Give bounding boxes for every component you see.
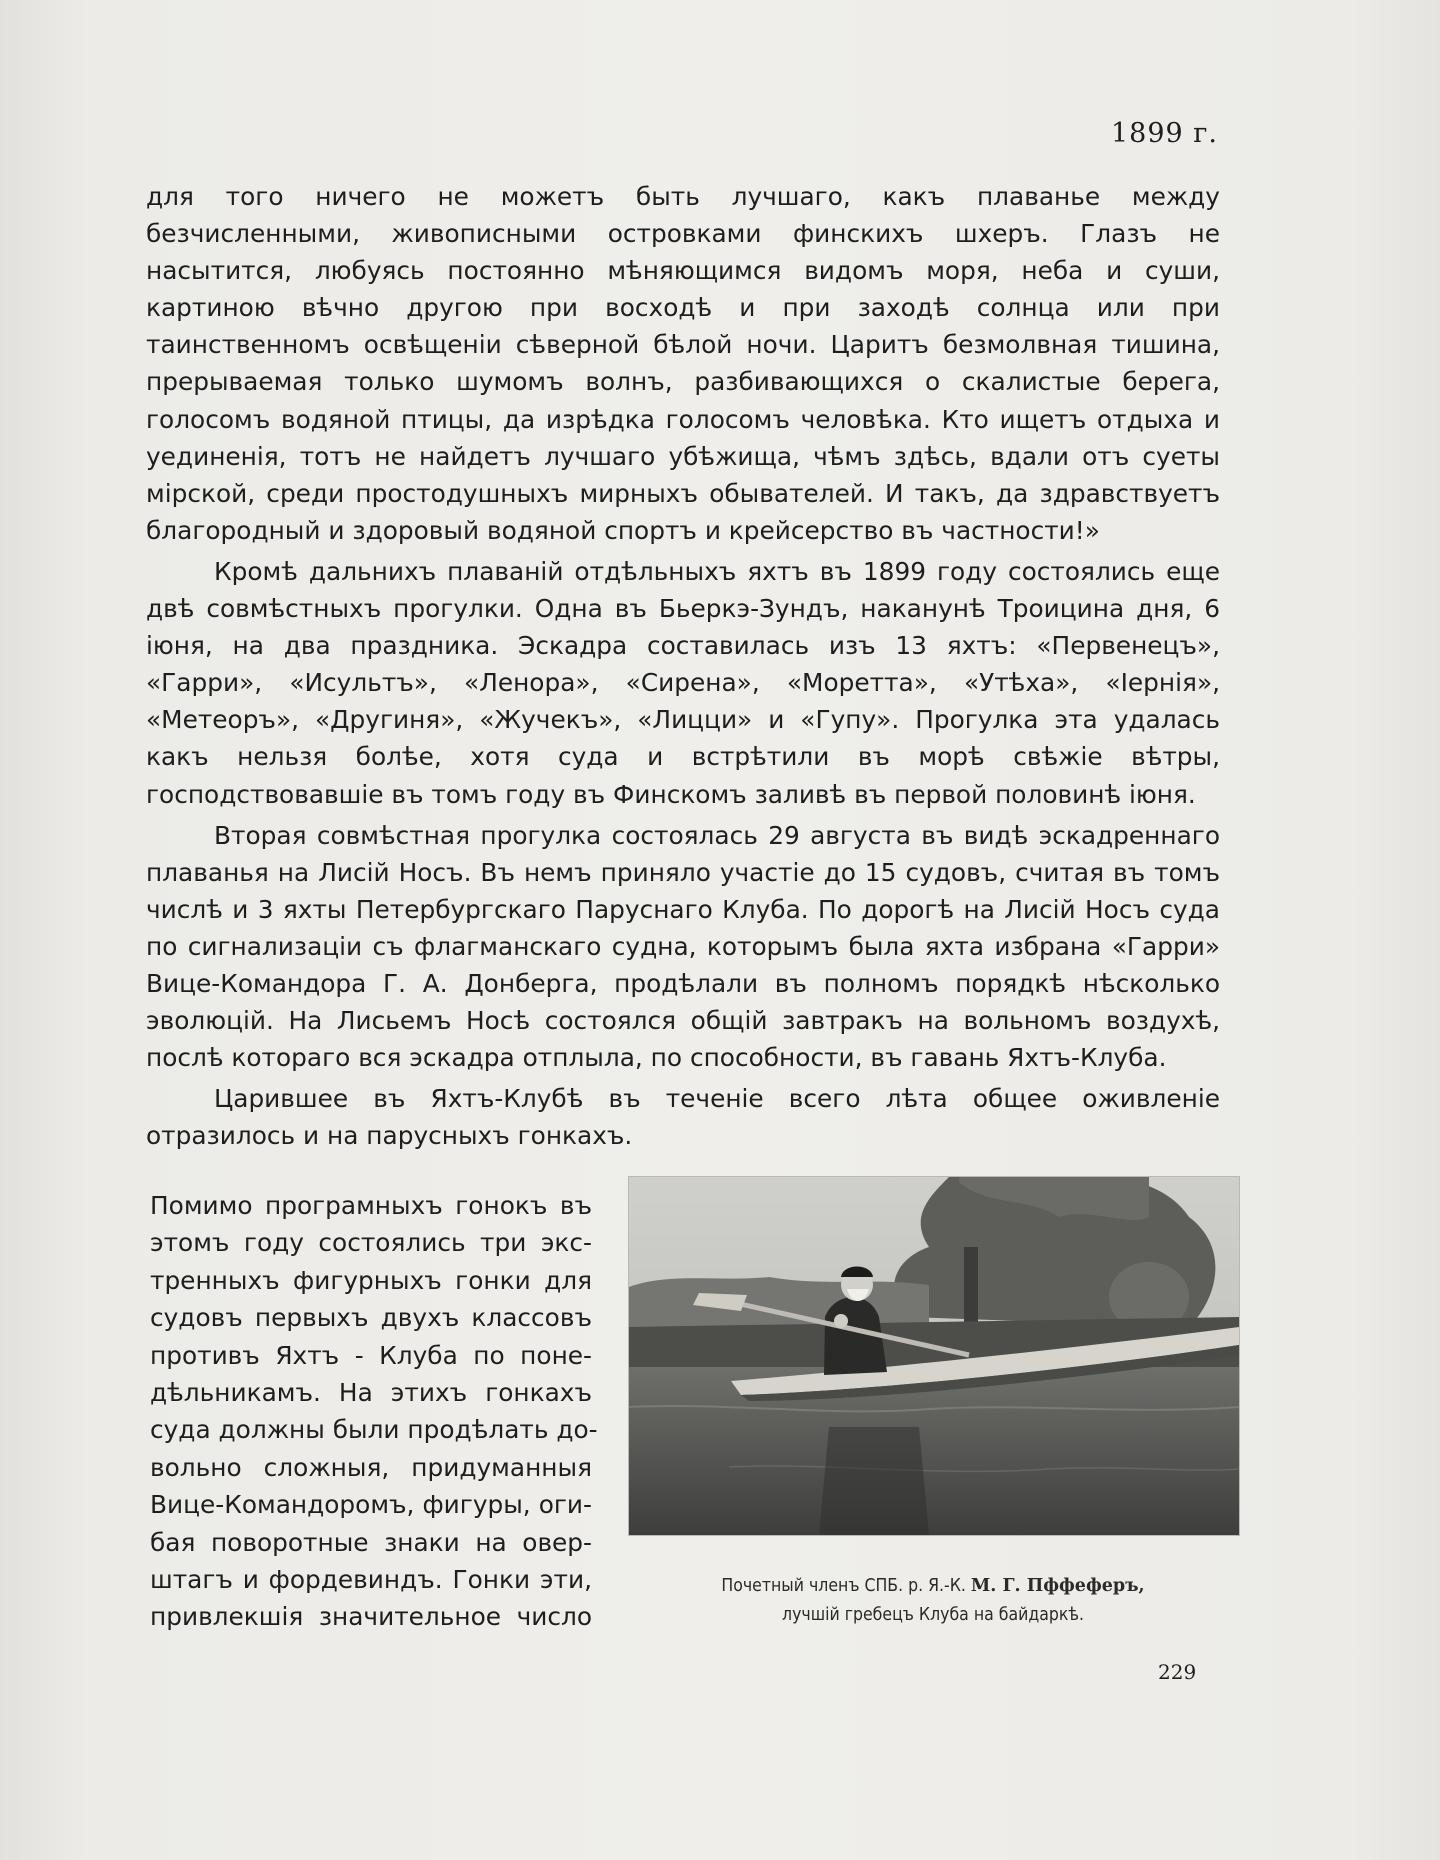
caption-line-1 xyxy=(628,1572,1238,1601)
caption-person-name: М. Г. Пффеферъ, xyxy=(970,1576,1145,1596)
paragraph-second-cruise: Вторая совмѣстная прогулка состоялась 29 августа въ видѣ эскадреннаго плаванья на Лисiй Носъ. Въ немъ приняло участiе до 15 судовъ, считая въ томъ числѣ и 3 яхты Петербургскаго Паруснаго Клуба. По дорогѣ на Лисiй Носъ суда по сигнализацiи съ флагманскаго судна, которымъ была яхта избрана «Гарри» Вице-Командора Г. А. Донберга, продѣлали въ полномъ порядкѣ нѣсколько эволюцiй. На Лисьемъ Носѣ состоялся общiй завтракъ на вольномъ воздухѣ, послѣ котораго вся эскадра отплыла, по способности, въ гавань Яхтъ-Клуба. xyxy=(146,820,1220,1073)
caption-line-2: лучшiй гребецъ Клуба на байдаркѣ. xyxy=(782,1605,1084,1625)
text-line: бая поворотные знаки на овер- xyxy=(150,1527,592,1557)
text-line: привлекшiя значительное число xyxy=(150,1602,592,1632)
main-text xyxy=(146,178,1220,1154)
text-line: дѣльникамъ. На этихъ гонкахъ xyxy=(150,1378,592,1408)
paragraph-regattas: Царившее въ Яхтъ-Клубѣ въ теченiе всего лѣта общее оживленiе отразилось и на парусныхъ гонкахъ. xyxy=(146,1084,1220,1151)
text-line: судовъ первыхъ двухъ классовъ xyxy=(150,1303,592,1333)
caption-prefix: Почетный членъ СПБ. р. Я.-К. xyxy=(721,1576,966,1596)
text-line: Вице-Командоромъ, фигуры, оги- xyxy=(150,1490,592,1520)
paragraph-continued: для того ничего не можетъ быть лучшаго, какъ плаванье между безчисленными, живописными островками финскихъ шхеръ. Глазъ не насытится, любуясь постоянно мѣняющимся видомъ моря, неба и суши, картиною вѣчно другою при восходѣ и при заходѣ солнца или при таинственномъ освѣщенiи сѣверной бѣлой ночи. Царитъ безмолвная тишина, прерываемая только шумомъ волнъ, разбивающихся о скалистые берега, голосомъ водяной птицы, да изрѣдка голосомъ человѣка. Кто ищетъ отдыха и уединенiя, тотъ не найдетъ лучшаго убѣжища, чѣмъ здѣсь, вдали отъ суеты мiрской, среди простодушныхъ мирныхъ обывателей. И такъ, да здравствуетъ благородный и здоровый водяной спортъ и крейсерство въ частности!» xyxy=(146,182,1220,545)
text-beside-figure xyxy=(150,1187,598,1636)
kayak-photo-illustration xyxy=(629,1177,1239,1535)
text-line: суда должны были продѣлать до- xyxy=(150,1415,598,1445)
text-line: штагъ и фордевиндъ. Гонки эти, xyxy=(150,1565,592,1595)
photo-kayaker xyxy=(628,1176,1240,1536)
text-line: этомъ году состоялись три экс- xyxy=(150,1228,592,1258)
text-line: тренныхъ фигурныхъ гонки для xyxy=(150,1265,592,1295)
text-line: вольно сложныя, придуманныя xyxy=(150,1452,592,1482)
paragraph-joint-cruises: Кромѣ дальнихъ плаванiй отдѣльныхъ яхтъ въ 1899 году состоялись еще двѣ совмѣстныхъ прогулки. Одна въ Бьеркэ-Зундъ, наканунѣ Троицина дня, 6 iюня, на два праздника. Эскадра составилась изъ 13 яхтъ: «Первенецъ», «Гарри», «Исультъ», «Ленора», «Сирена», «Моретта», «Утѣха», «Iернiя», «Метеоръ», «Другиня», «Жучекъ», «Лицци» и «Гупу». Прогулка эта удалась какъ нельзя болѣе, хотя суда и встрѣтили въ морѣ свѣжiе вѣтры, господствовавшiе въ томъ году въ Финскомъ заливѣ въ первой половинѣ iюня. xyxy=(146,556,1220,809)
page-number: 229 xyxy=(1158,1660,1197,1684)
running-head-year: 1899 г. xyxy=(1110,118,1218,149)
text-line: Помимо програмныхъ гонокъ въ xyxy=(150,1191,592,1220)
figure-caption xyxy=(628,1572,1238,1630)
text-line: противъ Яхтъ - Клуба по поне- xyxy=(150,1340,592,1370)
